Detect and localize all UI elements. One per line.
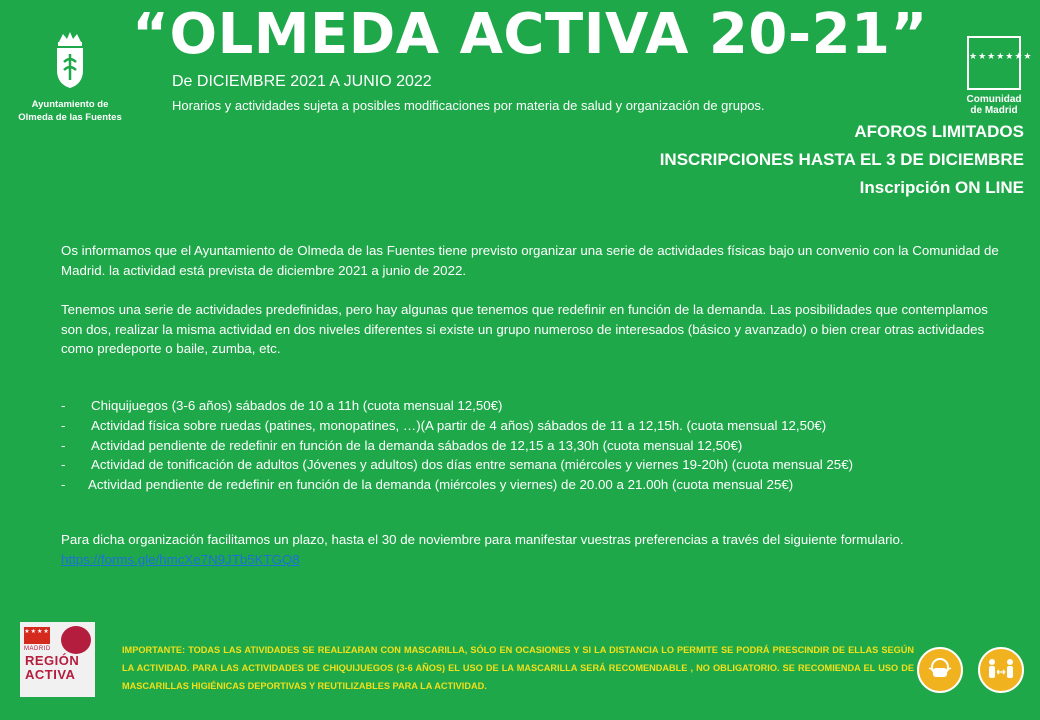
activity-text: Actividad pendiente de redefinir en función de la demanda (miércoles y viernes) de 20.00 a 21.00h (cuota mensual 25€) bbox=[88, 477, 794, 493]
notice-aforos: AFOROS LIMITADOS bbox=[854, 122, 1024, 141]
list-item bbox=[61, 455, 1021, 475]
list-item bbox=[61, 396, 1021, 416]
social-distance-icon bbox=[986, 656, 1016, 684]
list-item bbox=[61, 416, 1021, 436]
ayuntamiento-caption-line1: Ayuntamiento de bbox=[31, 99, 109, 110]
region-activa-logo bbox=[20, 622, 95, 697]
social-distance-badge bbox=[978, 647, 1024, 693]
coat-of-arms-icon bbox=[53, 30, 87, 92]
notice-inscripciones: INSCRIPCIONES HASTA EL 3 DE DICIEMBRE bbox=[659, 150, 1024, 169]
ayuntamiento-caption-line2: Olmeda de las Fuentes bbox=[18, 112, 122, 123]
bullet: - bbox=[61, 457, 66, 473]
activity-list bbox=[61, 396, 1021, 495]
form-link[interactable]: https://forms.gle/hmcXe7N9JTb5KTGQ8 bbox=[61, 551, 300, 567]
mask-badge bbox=[917, 647, 963, 693]
comunidad-caption-line2: de Madrid bbox=[970, 105, 1018, 116]
notices bbox=[660, 118, 1024, 202]
date-range: De DICIEMBRE 2021 A JUNIO 2022 bbox=[172, 73, 432, 90]
bullet: - bbox=[61, 477, 66, 493]
ayuntamiento-logo bbox=[14, 30, 126, 124]
intro-paragraph: Os informamos que el Ayuntamiento de Olmeda de las Fuentes tiene previsto organizar una serie de actividades físicas bajo un convenio con la Comunidad de Madrid. la actividad está prevista de diciembre 2021 a junio de 2022. bbox=[61, 243, 999, 278]
region-logo-line1: REGIÓN bbox=[25, 653, 80, 668]
stars-icon: ★★★★★★★ bbox=[969, 51, 1033, 61]
runner-icon bbox=[61, 626, 91, 654]
bullet: - bbox=[61, 398, 66, 413]
schedule-disclaimer: Horarios y actividades sujeta a posibles modificaciones por materia de salud y organización de grupos. bbox=[172, 98, 765, 113]
important-notice: IMPORTANTE: TODAS LAS ATIVIDADES SE REALIZARAN CON MASCARILLA, SÓLO EN OCASIONES Y SI LA DISTANCIA LO PERMITE SE PODRÁ PRESCINDIR DE ELLAS SEGÚN LA ACTIVIDAD. PARA LAS ACTIVIDADES DE CHIQUIJUEGOS (3-6 AÑOS) EL USO DE LA MASCARILLA SERÁ RECOMENDABLE , NO OBLIGATORIO. SE RECOMIENDA EL USO DE MASCARILLAS HIGIÉNICAS DEPORTIVAS Y REUTILIZABLES PARA LA ACTIVIDAD. bbox=[122, 645, 914, 691]
activity-text: Chiquijuegos (3-6 años) sábados de 10 a 11h (cuota mensual 12,50€) bbox=[91, 398, 503, 413]
list-item bbox=[61, 475, 1021, 495]
activity-text: Actividad pendiente de redefinir en función de la demanda sábados de 12,15 a 13,30h (cuota mensual 12,50€) bbox=[91, 437, 743, 453]
notice-online: Inscripción ON LINE bbox=[859, 178, 1024, 197]
mask-icon bbox=[926, 656, 954, 684]
region-logo-line2: ACTIVA bbox=[25, 667, 76, 682]
comunidad-caption-line1: Comunidad bbox=[966, 94, 1022, 105]
madrid-flag-icon: ★★★★ bbox=[24, 627, 50, 644]
form-paragraph bbox=[61, 530, 1006, 569]
bullet: - bbox=[61, 437, 66, 453]
bullet: - bbox=[61, 417, 66, 433]
page-title: “OLMEDA ACTIVA 20-21” bbox=[132, 2, 928, 67]
form-instructions: Para dicha organización facilitamos un plazo, hasta el 30 de noviembre para manifestar vuestras preferencias a través del siguiente formulario. bbox=[61, 532, 904, 547]
list-item bbox=[61, 436, 1021, 456]
comunidad-madrid-emblem bbox=[967, 36, 1033, 90]
comunidad-madrid-logo bbox=[962, 36, 1033, 116]
activity-text: Actividad física sobre ruedas (patines, monopatines, …)(A partir de 4 años) sábados de 11 a 12,15h. (cuota mensual 12,50€) bbox=[91, 417, 827, 433]
activities-explanation: Tenemos una serie de actividades predefinidas, pero hay algunas que tenemos que redefinir en función de la demanda. Las posibilidades que contemplamos son dos, realizar la misma actividad en dos niveles diferentes si existe un grupo numeroso de interesados (básico y avanzado) o bien crear otras actividades como predeporte o baile, zumba, etc. bbox=[61, 302, 988, 357]
region-logo-top: MADRID bbox=[24, 646, 51, 652]
activity-text: Actividad de tonificación de adultos (Jóvenes y adultos) dos días entre semana (miércoles y viernes 19-20h) (cuota mensual 25€) bbox=[91, 457, 854, 473]
